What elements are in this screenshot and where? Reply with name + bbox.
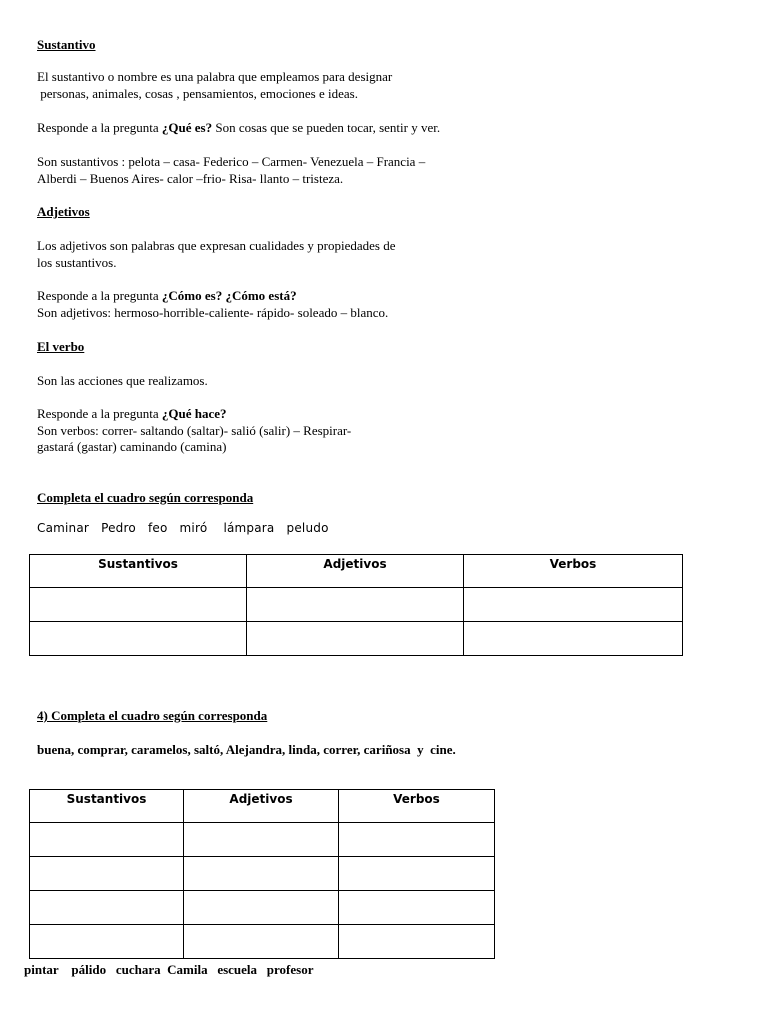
adjetivos-heading: Adjetivos	[37, 204, 90, 219]
question-prefix: Responde a la pregunta	[37, 288, 162, 303]
exercise-2-word-list: buena, comprar, caramelos, saltó, Alejandra, linda, correr, cariñosa y cine.	[37, 742, 456, 757]
answer-cell[interactable]	[30, 891, 184, 925]
exercise-1-table	[29, 554, 683, 656]
exercise-1-title: Completa el cuadro según corresponda	[37, 490, 254, 505]
answer-cell[interactable]	[30, 622, 247, 656]
answer-cell[interactable]	[30, 857, 184, 891]
exercise-2-table	[29, 789, 495, 959]
sustantivo-question-line	[37, 119, 440, 136]
verbo-examples-line-2: gastará (gastar) caminando (camina)	[37, 439, 227, 454]
answer-cell[interactable]	[247, 588, 464, 622]
answer-cell[interactable]	[184, 823, 339, 857]
extra-word-list: pintar pálido cuchara Camila escuela profesor	[24, 962, 314, 977]
answer-cell[interactable]	[30, 925, 184, 959]
answer-cell[interactable]	[184, 857, 339, 891]
column-header-sustantivos: Sustantivos	[30, 790, 184, 823]
column-header-verbos: Verbos	[464, 555, 683, 588]
answer-cell[interactable]	[339, 857, 495, 891]
column-header-adjetivos: Adjetivos	[247, 555, 464, 588]
adjetivos-definition-line-2: los sustantivos.	[37, 255, 117, 270]
column-header-verbos: Verbos	[339, 790, 495, 823]
adjetivos-question: ¿Cómo es? ¿Cómo está?	[161, 288, 297, 303]
answer-cell[interactable]	[464, 622, 683, 656]
verbo-definition: Son las acciones que realizamos.	[37, 373, 208, 388]
adjetivos-examples: Son adjetivos: hermoso-horrible-caliente- rápido- soleado – blanco.	[37, 305, 389, 320]
sustantivo-examples-line-2: Alberdi – Buenos Aires- calor –frio- Risa- llanto – tristeza.	[37, 171, 344, 186]
verbo-examples-line-1: Son verbos: correr- saltando (saltar)- salió (salir) – Respirar-	[37, 423, 352, 438]
verbo-heading: El verbo	[37, 339, 85, 354]
verbo-question-line	[37, 405, 227, 422]
answer-cell[interactable]	[339, 925, 495, 959]
column-header-sustantivos: Sustantivos	[30, 555, 247, 588]
sustantivo-question: ¿Qué es?	[161, 120, 213, 135]
question-prefix: Responde a la pregunta	[37, 120, 162, 135]
exercise-2-title: 4) Completa el cuadro según corresponda	[37, 708, 268, 723]
adjetivos-question-line	[37, 287, 297, 304]
answer-cell[interactable]	[339, 891, 495, 925]
sustantivo-definition-line-2: personas, animales, cosas , pensamientos, emociones e ideas.	[37, 86, 358, 101]
sustantivo-examples-line-1: Son sustantivos : pelota – casa- Federico – Carmen- Venezuela – Francia –	[37, 154, 426, 169]
answer-cell[interactable]	[184, 925, 339, 959]
answer-cell[interactable]	[30, 588, 247, 622]
adjetivos-definition-line-1: Los adjetivos son palabras que expresan cualidades y propiedades de	[37, 238, 396, 253]
answer-cell[interactable]	[339, 823, 495, 857]
answer-cell[interactable]	[464, 588, 683, 622]
question-suffix: Son cosas que se pueden tocar, sentir y ver.	[212, 120, 441, 135]
verbo-question: ¿Qué hace?	[161, 406, 227, 421]
column-header-adjetivos: Adjetivos	[184, 790, 339, 823]
sustantivo-definition-line-1: El sustantivo o nombre es una palabra que empleamos para designar	[37, 69, 393, 84]
answer-cell[interactable]	[184, 891, 339, 925]
exercise-1-word-list: Caminar Pedro feo miró lámpara peludo	[37, 521, 329, 535]
answer-cell[interactable]	[30, 823, 184, 857]
answer-cell[interactable]	[247, 622, 464, 656]
question-prefix: Responde a la pregunta	[37, 406, 162, 421]
sustantivo-heading: Sustantivo	[37, 37, 96, 52]
